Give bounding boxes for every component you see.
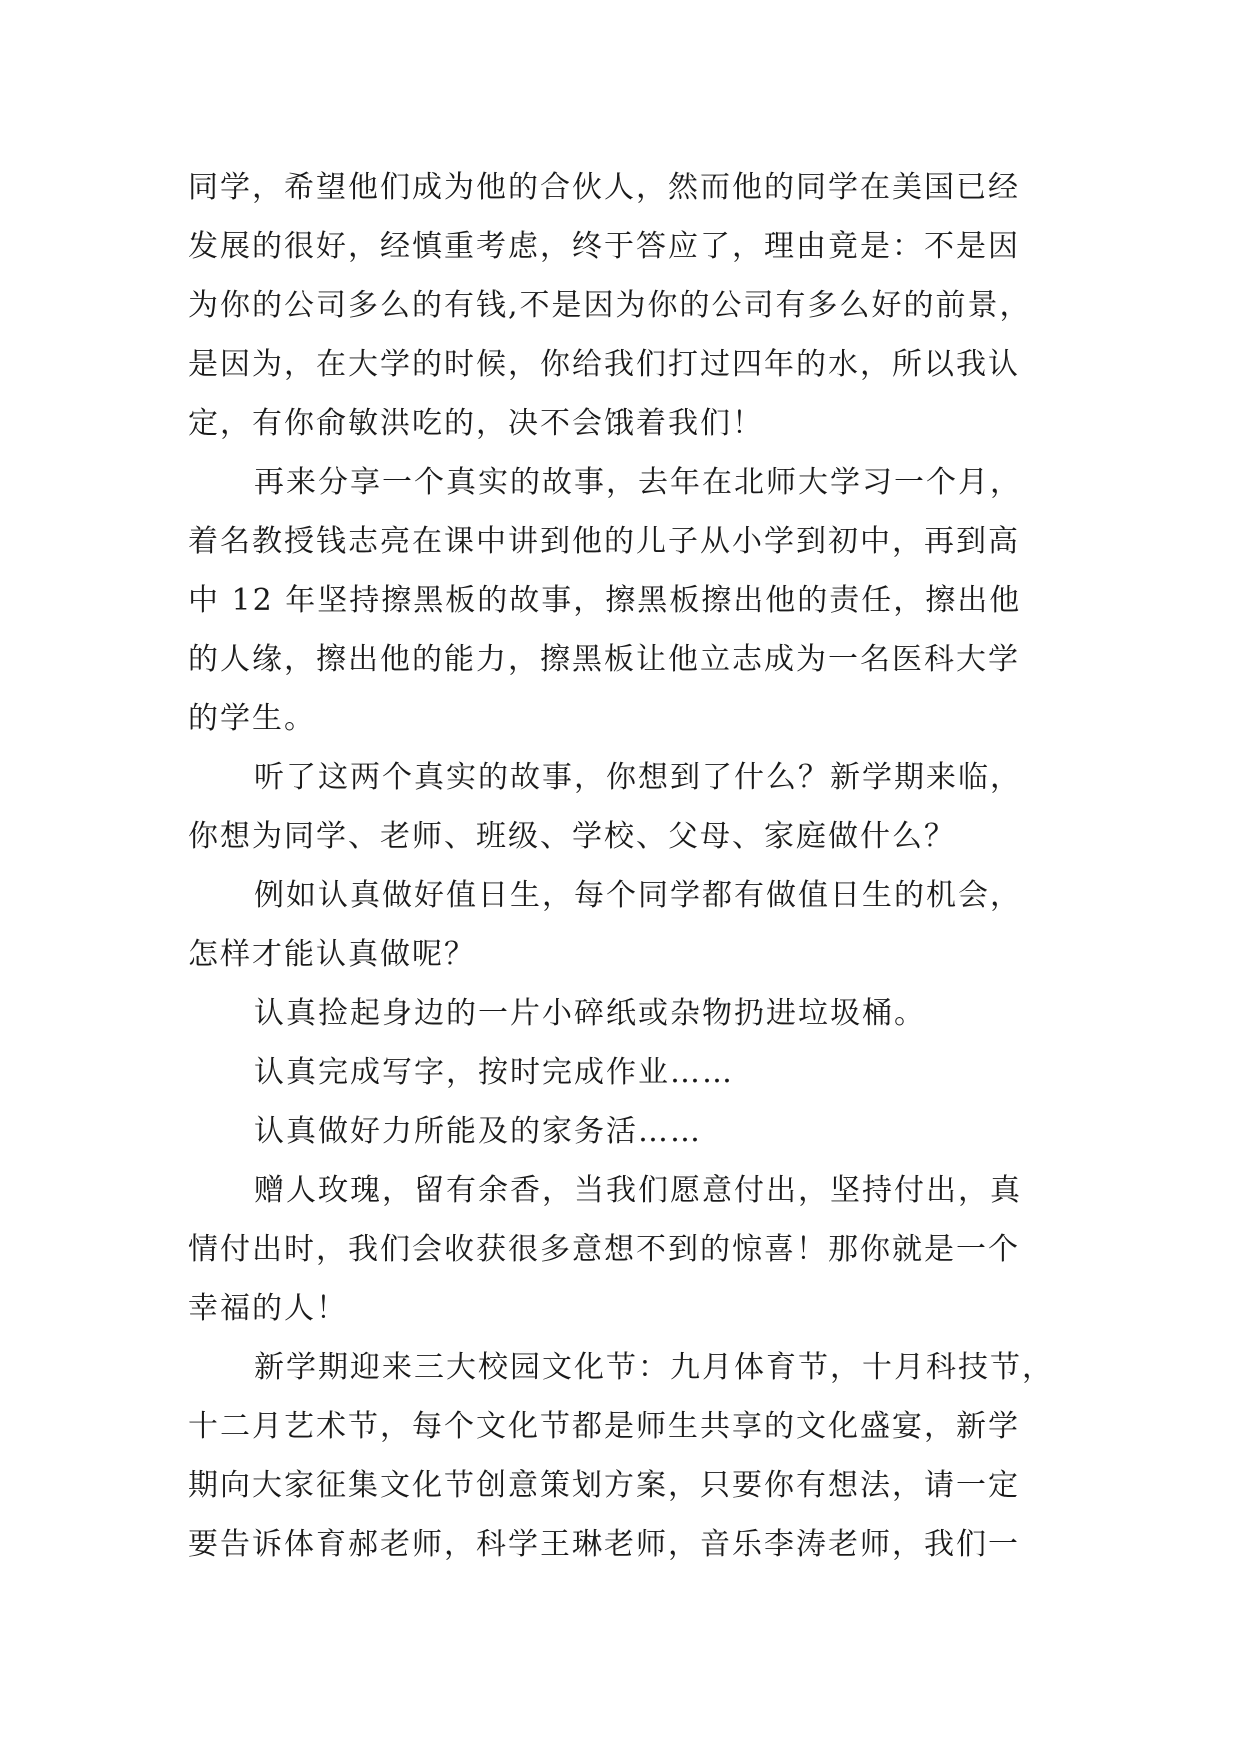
text-line: 幸福的人！: [188, 1291, 348, 1326]
text-line: 同学，希望他们成为他的合伙人，然而他的同学在美国已经: [188, 170, 1020, 205]
text-line: 要告诉体育郝老师，科学王琳老师，音乐李涛老师，我们一: [188, 1527, 1020, 1562]
text-line: 情付出时，我们会收获很多意想不到的惊喜！那你就是一个: [188, 1232, 1020, 1267]
text-line: 十二月艺术节，每个文化节都是师生共享的文化盛宴，新学: [188, 1409, 1020, 1444]
text-line: 为你的公司多么的有钱,不是因为你的公司有多么好的前景，: [188, 288, 1032, 323]
text-line: 怎样才能认真做呢？: [188, 937, 476, 972]
text-line: 例如认真做好值日生，每个同学都有做值日生的机会，: [254, 878, 1022, 913]
text-line: 认真做好力所能及的家务活……: [254, 1114, 702, 1149]
text-line: 新学期迎来三大校园文化节：九月体育节，十月科技节，: [254, 1350, 1054, 1385]
text-line: 的人缘，擦出他的能力，擦黑板让他立志成为一名医科大学: [188, 642, 1020, 677]
text-line: 着名教授钱志亮在课中讲到他的儿子从小学到初中，再到高: [188, 524, 1020, 559]
text-line: 中 12 年坚持擦黑板的故事，擦黑板擦出他的责任，擦出他: [188, 583, 1022, 618]
text-line: 的学生。: [188, 701, 316, 736]
text-line: 是因为，在大学的时候，你给我们打过四年的水，所以我认: [188, 347, 1020, 382]
text-line: 再来分享一个真实的故事，去年在北师大学习一个月，: [254, 465, 1022, 500]
text-line: 发展的很好，经慎重考虑，终于答应了，理由竟是：不是因: [188, 229, 1020, 264]
text-line: 认真完成写字，按时完成作业……: [254, 1055, 734, 1090]
text-line: 期向大家征集文化节创意策划方案，只要你有想法，请一定: [188, 1468, 1020, 1503]
text-line: 赠人玫瑰，留有余香，当我们愿意付出，坚持付出，真: [254, 1173, 1022, 1208]
text-line: 听了这两个真实的故事，你想到了什么？新学期来临，: [254, 760, 1022, 795]
text-line: 定，有你俞敏洪吃的，决不会饿着我们！: [188, 406, 764, 441]
body-text: [188, 158, 1088, 1574]
text-line: 你想为同学、老师、班级、学校、父母、家庭做什么？: [188, 819, 956, 854]
text-line: 认真捡起身边的一片小碎纸或杂物扔进垃圾桶。: [254, 996, 926, 1031]
